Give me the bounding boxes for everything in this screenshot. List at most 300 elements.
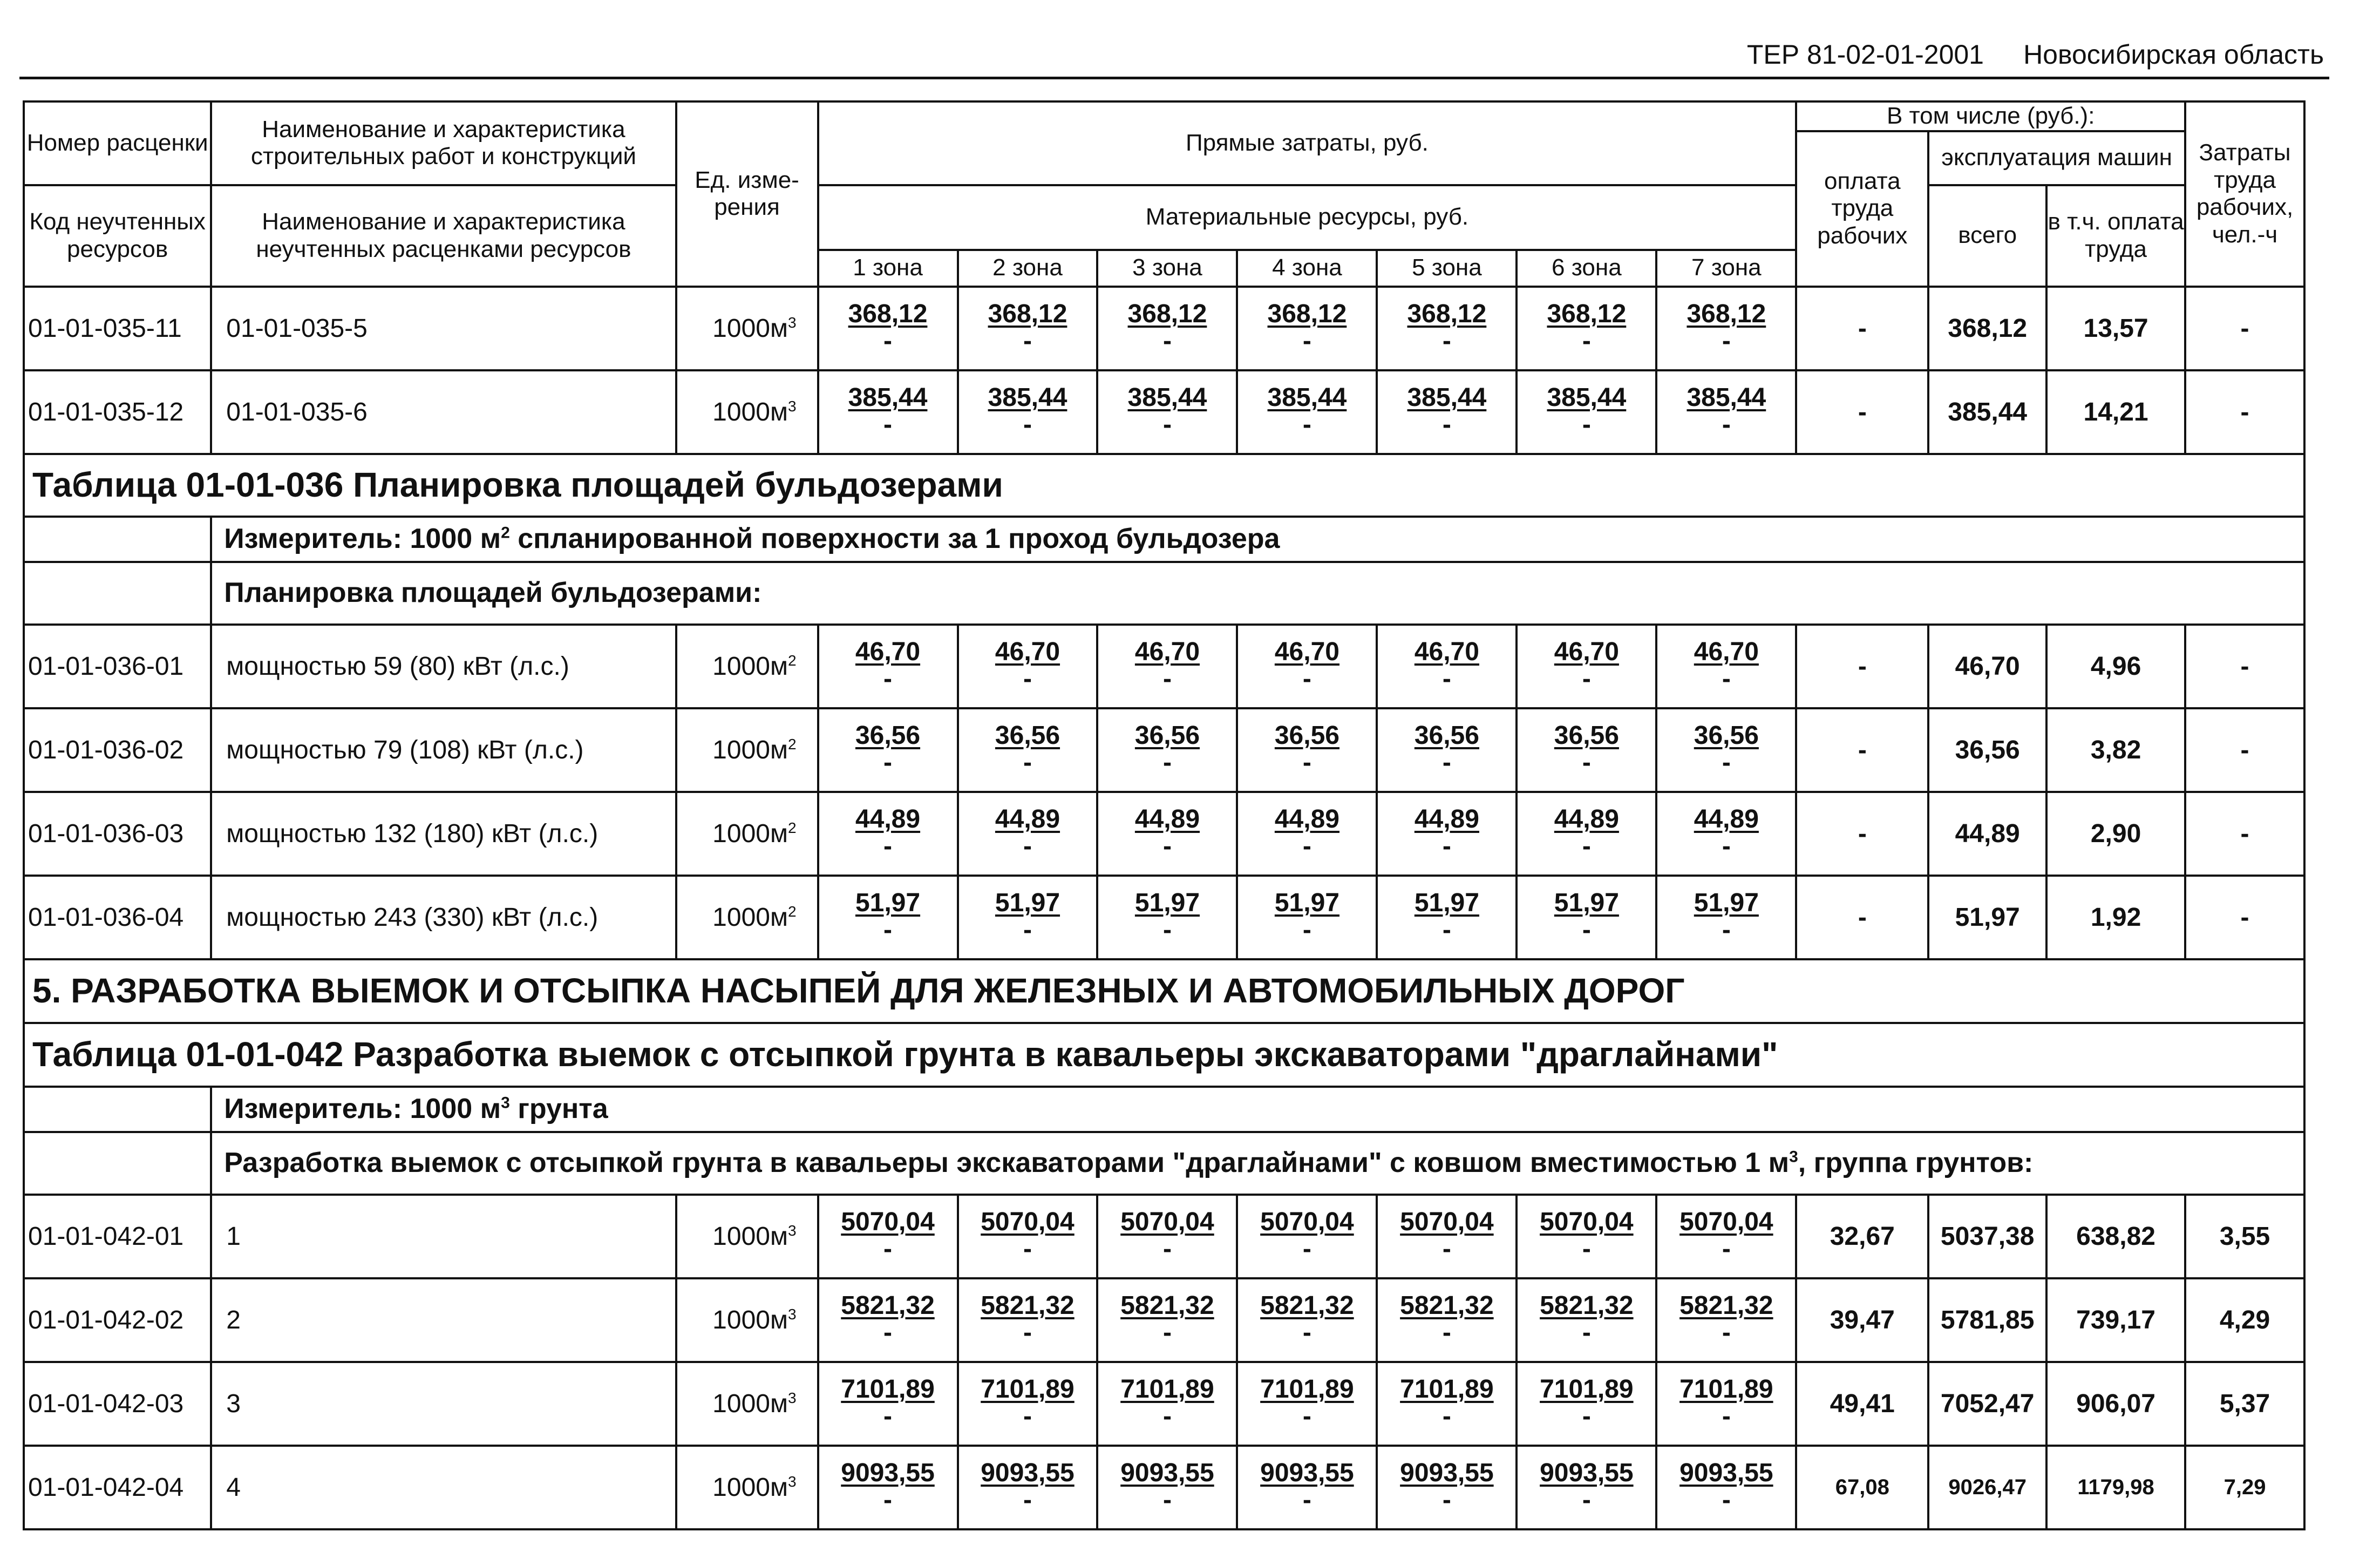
machines-labor: 739,17 — [2046, 1278, 2185, 1362]
zone-value-cell — [1517, 287, 1656, 370]
zone-value-cell — [1656, 708, 1796, 792]
rate-name: мощностью 79 (108) кВт (л.с.) — [211, 708, 676, 792]
material-cost: - — [1582, 1318, 1591, 1347]
empty-code-cell — [24, 517, 211, 562]
material-cost: - — [1302, 1234, 1311, 1263]
zone-value-cell — [818, 708, 958, 792]
material-cost: - — [1023, 1318, 1032, 1347]
cost-fraction — [981, 1209, 1075, 1262]
material-cost: - — [883, 1234, 892, 1263]
direct-cost: 9093,55 — [981, 1458, 1075, 1487]
labor-costs: 4,29 — [2185, 1278, 2304, 1362]
section-5-title: 5. РАЗРАБОТКА ВЫЕМОК И ОТСЫПКА НАСЫПЕЙ ДЛЯ ЖЕЛЕЗНЫХ И АВТОМОБИЛЬНЫХ ДОРОГ — [24, 959, 2304, 1023]
cost-fraction — [981, 1460, 1075, 1513]
material-cost: - — [1162, 831, 1172, 860]
cost-fraction — [1120, 1293, 1214, 1346]
zone-value-cell — [1517, 708, 1656, 792]
cost-fraction — [1554, 890, 1619, 943]
machines-labor: 2,90 — [2046, 792, 2185, 876]
machines-labor: 1,92 — [2046, 876, 2185, 959]
labor-pay: - — [1796, 370, 1928, 454]
machines-total: 368,12 — [1928, 287, 2046, 370]
col-machines-total: всего — [1928, 185, 2046, 287]
direct-cost: 7101,89 — [1400, 1374, 1494, 1404]
direct-cost: 5070,04 — [1260, 1207, 1354, 1236]
machines-labor: 638,82 — [2046, 1195, 2185, 1278]
material-cost: - — [1023, 1485, 1032, 1514]
cost-fraction — [1260, 1460, 1354, 1513]
material-cost: - — [1442, 831, 1451, 860]
unit-text: 1000м — [712, 1473, 788, 1502]
zone-value-cell — [1517, 876, 1656, 959]
cost-fraction — [981, 1374, 1075, 1431]
direct-cost: 36,56 — [1554, 721, 1619, 750]
zone-value-cell — [958, 1278, 1098, 1362]
direct-cost: 36,56 — [1134, 721, 1200, 750]
table-042-meter-exponent: 3 — [501, 1094, 510, 1112]
direct-cost: 5821,32 — [1400, 1291, 1494, 1320]
table-036-title: Таблица 01-01-036 Планировка площадей бульдозерами — [24, 454, 2304, 517]
material-cost: - — [1442, 326, 1451, 355]
zone-value-cell — [958, 1195, 1098, 1278]
table-042-meter — [211, 1087, 2304, 1132]
table-042-group — [211, 1132, 2304, 1195]
material-cost: - — [1582, 326, 1591, 355]
col-materials: Материальные ресурсы, руб. — [818, 185, 1797, 250]
table-042-meter-tail: грунта — [509, 1093, 608, 1124]
cost-fraction — [1400, 1293, 1494, 1346]
cost-fraction — [1679, 1374, 1773, 1431]
zone-value-cell — [958, 370, 1098, 454]
labor-costs: - — [2185, 287, 2304, 370]
col-machines: эксплуатация машин — [1928, 131, 2185, 185]
rate-code: 01-01-042-03 — [24, 1362, 211, 1446]
labor-costs: - — [2185, 708, 2304, 792]
labor-costs: - — [2185, 876, 2304, 959]
material-cost: - — [1302, 664, 1311, 693]
direct-cost: 5821,32 — [1679, 1291, 1773, 1320]
direct-cost: 385,44 — [1407, 383, 1487, 412]
rate-code: 01-01-036-02 — [24, 708, 211, 792]
material-cost: - — [1722, 326, 1731, 355]
table-042-meter-row — [24, 1087, 2304, 1132]
direct-cost: 5070,04 — [841, 1207, 935, 1236]
zone-value-cell — [1237, 876, 1377, 959]
zone-value-cell — [1097, 370, 1237, 454]
material-cost: - — [1162, 326, 1172, 355]
material-cost: - — [1302, 410, 1311, 439]
zone-value-cell — [1517, 1362, 1656, 1446]
rate-name: 01-01-035-5 — [211, 287, 676, 370]
cost-fraction — [988, 385, 1067, 438]
page-header — [19, 39, 2329, 79]
direct-cost: 51,97 — [1694, 888, 1759, 917]
machines-total: 9026,47 — [1928, 1446, 2046, 1529]
material-cost: - — [1162, 1401, 1172, 1431]
cost-fraction — [1128, 301, 1207, 354]
zone-value-cell — [958, 792, 1098, 876]
cost-fraction — [1407, 385, 1486, 438]
table-row — [24, 625, 2304, 708]
zone-value-cell — [1517, 792, 1656, 876]
col-unit: Ед. изме-рения — [676, 101, 818, 287]
material-cost: - — [1722, 1485, 1731, 1514]
table-row — [24, 287, 2304, 370]
table-042-group-exponent: 3 — [1789, 1148, 1798, 1166]
cost-fraction — [1120, 1374, 1214, 1431]
cost-fraction — [1407, 301, 1486, 354]
direct-cost: 5821,32 — [981, 1291, 1075, 1320]
rate-unit — [676, 370, 818, 454]
zone-value-cell — [1656, 1362, 1796, 1446]
direct-cost: 368,12 — [1127, 299, 1207, 328]
zone-value-cell — [1517, 1446, 1656, 1529]
machines-total: 46,70 — [1928, 625, 2046, 708]
col-resource-name: Наименование и характеристика неучтенных расценками ресурсов — [211, 185, 676, 287]
material-cost: - — [1442, 1485, 1451, 1514]
cost-fraction — [1547, 301, 1626, 354]
zone-value-cell — [1097, 1446, 1237, 1529]
cost-fraction — [841, 1460, 935, 1513]
zone-value-cell — [1097, 876, 1237, 959]
cost-fraction — [1274, 804, 1339, 860]
material-cost: - — [1162, 664, 1172, 693]
zone-value-cell — [818, 287, 958, 370]
cost-fraction — [855, 723, 920, 776]
zone-value-cell — [818, 625, 958, 708]
direct-cost: 385,44 — [1687, 383, 1766, 412]
zone-value-cell — [818, 370, 958, 454]
material-cost: - — [1162, 1485, 1172, 1514]
direct-cost: 7101,89 — [1679, 1374, 1773, 1404]
cost-fraction — [1120, 1460, 1214, 1513]
material-cost: - — [1722, 1318, 1731, 1347]
rate-name: 2 — [211, 1278, 676, 1362]
table-036-meter-tail: спланированной поверхности за 1 проход бульдозера — [509, 523, 1280, 554]
cost-fraction — [1540, 1460, 1634, 1513]
zone-value-cell — [1517, 1195, 1656, 1278]
labor-pay: - — [1796, 792, 1928, 876]
direct-cost: 5821,32 — [1260, 1291, 1354, 1320]
unit-exponent: 2 — [787, 903, 797, 920]
rate-code: 01-01-042-01 — [24, 1195, 211, 1278]
cost-fraction — [841, 1374, 935, 1431]
unit-exponent: 3 — [787, 1222, 797, 1239]
machines-labor: 906,07 — [2046, 1362, 2185, 1446]
zone-value-cell — [958, 287, 1098, 370]
rate-code: 01-01-035-11 — [24, 287, 211, 370]
material-cost: - — [1162, 1234, 1172, 1263]
zone-value-cell — [1237, 792, 1377, 876]
zone-header: 1 зона — [818, 250, 958, 287]
section-5-title-row — [24, 959, 2304, 1023]
rates-table — [23, 100, 2306, 1530]
direct-cost: 5070,04 — [981, 1207, 1075, 1236]
rate-name: 01-01-035-6 — [211, 370, 676, 454]
unit-exponent: 2 — [787, 819, 797, 836]
rate-unit — [676, 625, 818, 708]
rate-code: 01-01-042-02 — [24, 1278, 211, 1362]
cost-fraction — [855, 890, 920, 943]
zone-value-cell — [818, 1446, 958, 1529]
zone-value-cell — [1377, 708, 1517, 792]
zone-value-cell — [1237, 287, 1377, 370]
empty-code-cell — [24, 562, 211, 625]
material-cost: - — [1162, 748, 1172, 777]
unit-exponent: 3 — [787, 1389, 797, 1406]
zone-value-cell — [1656, 625, 1796, 708]
machines-labor: 3,82 — [2046, 708, 2185, 792]
material-cost: - — [1582, 831, 1591, 860]
table-036-meter-row — [24, 517, 2304, 562]
table-042-title-row — [24, 1023, 2304, 1087]
direct-cost: 36,56 — [995, 721, 1060, 750]
material-cost: - — [1582, 915, 1591, 944]
direct-cost: 46,70 — [1554, 637, 1619, 666]
material-cost: - — [1023, 1401, 1032, 1431]
material-cost: - — [883, 326, 892, 355]
direct-cost: 46,70 — [1694, 637, 1759, 666]
machines-total: 7052,47 — [1928, 1362, 2046, 1446]
material-cost: - — [1442, 664, 1451, 693]
cost-fraction — [1268, 301, 1347, 354]
material-cost: - — [1302, 748, 1311, 777]
direct-cost: 7101,89 — [1260, 1374, 1354, 1404]
zone-value-cell — [1377, 876, 1517, 959]
rate-name: мощностью 243 (330) кВт (л.с.) — [211, 876, 676, 959]
cost-fraction — [855, 639, 920, 692]
zone-value-cell — [1237, 708, 1377, 792]
direct-cost: 368,12 — [988, 299, 1067, 328]
direct-cost: 46,70 — [1414, 637, 1479, 666]
labor-pay: 32,67 — [1796, 1195, 1928, 1278]
zone-header: 3 зона — [1097, 250, 1237, 287]
cost-fraction — [1554, 804, 1619, 860]
table-036-group-text: Планировка площадей бульдозерами: — [224, 577, 762, 608]
region-name: Новосибирская область — [2023, 39, 2324, 70]
material-cost: - — [1023, 831, 1032, 860]
rate-unit — [676, 792, 818, 876]
cost-fraction — [1135, 890, 1200, 943]
zone-value-cell — [1656, 1278, 1796, 1362]
table-036-title-row — [24, 454, 2304, 517]
material-cost: - — [1023, 664, 1032, 693]
direct-cost: 44,89 — [1694, 804, 1759, 833]
col-machines-labor: в т.ч. оплата труда — [2046, 185, 2185, 287]
labor-pay: - — [1796, 708, 1928, 792]
rate-unit — [676, 708, 818, 792]
direct-cost: 5070,04 — [1679, 1207, 1773, 1236]
direct-cost: 36,56 — [855, 721, 921, 750]
cost-fraction — [1554, 723, 1619, 776]
material-cost: - — [883, 1401, 892, 1431]
material-cost: - — [1442, 1234, 1451, 1263]
unit-exponent: 3 — [787, 314, 797, 331]
zone-value-cell — [1237, 1362, 1377, 1446]
cost-fraction — [995, 723, 1060, 776]
direct-cost: 385,44 — [1267, 383, 1347, 412]
table-042-title: Таблица 01-01-042 Разработка выемок с отсыпкой грунта в кавальеры экскаваторами "драглайнами" — [24, 1023, 2304, 1087]
direct-cost: 7101,89 — [1120, 1374, 1214, 1404]
direct-cost: 36,56 — [1414, 721, 1479, 750]
cost-fraction — [1694, 639, 1759, 692]
material-cost: - — [1162, 1318, 1172, 1347]
col-labor-pay: оплата труда рабочих — [1796, 131, 1928, 287]
unit-exponent: 3 — [787, 1305, 797, 1323]
material-cost: - — [1582, 1234, 1591, 1263]
direct-cost: 7101,89 — [1540, 1374, 1634, 1404]
zone-value-cell — [1656, 1446, 1796, 1529]
empty-code-cell — [24, 1087, 211, 1132]
material-cost: - — [1302, 1485, 1311, 1514]
cost-fraction — [1275, 723, 1339, 776]
labor-costs: - — [2185, 625, 2304, 708]
material-cost: - — [1023, 410, 1032, 439]
zone-value-cell — [1377, 625, 1517, 708]
direct-cost: 51,97 — [995, 888, 1060, 917]
zone-value-cell — [1377, 1446, 1517, 1529]
col-labor-costs: Затраты труда рабочих, чел.-ч — [2185, 101, 2304, 287]
material-cost: - — [1722, 1234, 1731, 1263]
table-row — [24, 1362, 2304, 1446]
unit-text: 1000м — [712, 397, 788, 426]
zone-value-cell — [1097, 792, 1237, 876]
material-cost: - — [1442, 915, 1451, 944]
labor-costs: 5,37 — [2185, 1362, 2304, 1446]
direct-cost: 9093,55 — [1400, 1458, 1494, 1487]
unit-text: 1000м — [712, 652, 788, 681]
zone-value-cell — [1097, 1278, 1237, 1362]
cost-fraction — [981, 1293, 1075, 1346]
cost-fraction — [1540, 1209, 1634, 1262]
material-cost: - — [1162, 410, 1172, 439]
zone-value-cell — [1097, 625, 1237, 708]
labor-pay: 39,47 — [1796, 1278, 1928, 1362]
direct-cost: 36,56 — [1694, 721, 1759, 750]
zone-value-cell — [818, 1362, 958, 1446]
machines-labor: 4,96 — [2046, 625, 2185, 708]
zone-value-cell — [958, 708, 1098, 792]
cost-fraction — [1694, 723, 1759, 776]
cost-fraction — [1400, 1209, 1494, 1262]
rate-code: 01-01-036-01 — [24, 625, 211, 708]
unit-text: 1000м — [712, 1389, 788, 1418]
direct-cost: 368,12 — [1547, 299, 1627, 328]
cost-fraction — [848, 385, 928, 438]
machines-total: 385,44 — [1928, 370, 2046, 454]
cost-fraction — [1687, 385, 1766, 438]
material-cost: - — [1582, 410, 1591, 439]
document-code: ТЕР 81-02-01-2001 — [1746, 39, 1984, 70]
direct-cost: 46,70 — [1134, 637, 1200, 666]
zone-value-cell — [1237, 1278, 1377, 1362]
unit-text: 1000м — [712, 735, 788, 764]
zone-header: 2 зона — [958, 250, 1098, 287]
zone-value-cell — [1097, 1362, 1237, 1446]
unit-text: 1000м — [712, 819, 788, 848]
rate-unit — [676, 876, 818, 959]
direct-cost: 46,70 — [995, 637, 1060, 666]
cost-fraction — [1679, 1460, 1773, 1513]
rate-name: 3 — [211, 1362, 676, 1446]
cost-fraction — [1687, 301, 1766, 354]
direct-cost: 5070,04 — [1120, 1207, 1214, 1236]
material-cost: - — [1302, 915, 1311, 944]
material-cost: - — [1442, 748, 1451, 777]
zone-value-cell — [1237, 370, 1377, 454]
unit-text: 1000м — [712, 903, 788, 932]
material-cost: - — [1722, 1401, 1731, 1431]
material-cost: - — [1722, 831, 1731, 860]
cost-fraction — [1540, 1293, 1634, 1346]
unit-text: 1000м — [712, 314, 788, 343]
col-resource-code: Код неучтенных ресурсов — [24, 185, 211, 287]
cost-fraction — [1275, 639, 1339, 692]
zone-value-cell — [1656, 1195, 1796, 1278]
zone-value-cell — [1656, 370, 1796, 454]
zone-value-cell — [1237, 1446, 1377, 1529]
table-036-group — [211, 562, 2304, 625]
cost-fraction — [848, 301, 928, 354]
machines-labor: 1179,98 — [2046, 1446, 2185, 1529]
zone-header: 6 зона — [1517, 250, 1656, 287]
table-036-meter-exponent: 2 — [501, 524, 510, 542]
table-036-group-row — [24, 562, 2304, 625]
material-cost: - — [883, 1485, 892, 1514]
material-cost: - — [1442, 1401, 1451, 1431]
table-036-meter — [211, 517, 2304, 562]
material-cost: - — [883, 915, 892, 944]
zone-header: 5 зона — [1377, 250, 1517, 287]
direct-cost: 46,70 — [855, 637, 921, 666]
cost-fraction — [1260, 1293, 1354, 1346]
direct-cost: 44,89 — [1274, 804, 1339, 833]
material-cost: - — [1442, 410, 1451, 439]
cost-fraction — [1554, 639, 1619, 692]
col-rate-number: Номер расценки — [24, 101, 211, 185]
direct-cost: 9093,55 — [1540, 1458, 1634, 1487]
direct-cost: 7101,89 — [981, 1374, 1075, 1404]
zone-header: 7 зона — [1656, 250, 1796, 287]
table-row — [24, 1195, 2304, 1278]
zone-value-cell — [1237, 625, 1377, 708]
cost-fraction — [995, 804, 1060, 860]
table-row — [24, 370, 2304, 454]
direct-cost: 44,89 — [1134, 804, 1200, 833]
zone-value-cell — [1377, 1195, 1517, 1278]
direct-cost: 51,97 — [855, 888, 921, 917]
material-cost: - — [1023, 1234, 1032, 1263]
cost-fraction — [1415, 890, 1479, 943]
table-042-group-tail: , группа грунтов: — [1798, 1147, 2034, 1178]
material-cost: - — [1023, 915, 1032, 944]
cost-fraction — [1135, 723, 1200, 776]
cost-fraction — [1260, 1374, 1354, 1431]
zone-value-cell — [1377, 287, 1517, 370]
unit-text: 1000м — [712, 1222, 788, 1251]
material-cost: - — [1722, 915, 1731, 944]
rate-code: 01-01-036-04 — [24, 876, 211, 959]
rate-code: 01-01-035-12 — [24, 370, 211, 454]
direct-cost: 385,44 — [1127, 383, 1207, 412]
table-row — [24, 792, 2304, 876]
direct-cost: 5070,04 — [1400, 1207, 1494, 1236]
material-cost: - — [883, 664, 892, 693]
zone-value-cell — [1097, 1195, 1237, 1278]
direct-cost: 385,44 — [988, 383, 1067, 412]
direct-cost: 5821,32 — [841, 1291, 935, 1320]
cost-fraction — [995, 639, 1060, 692]
